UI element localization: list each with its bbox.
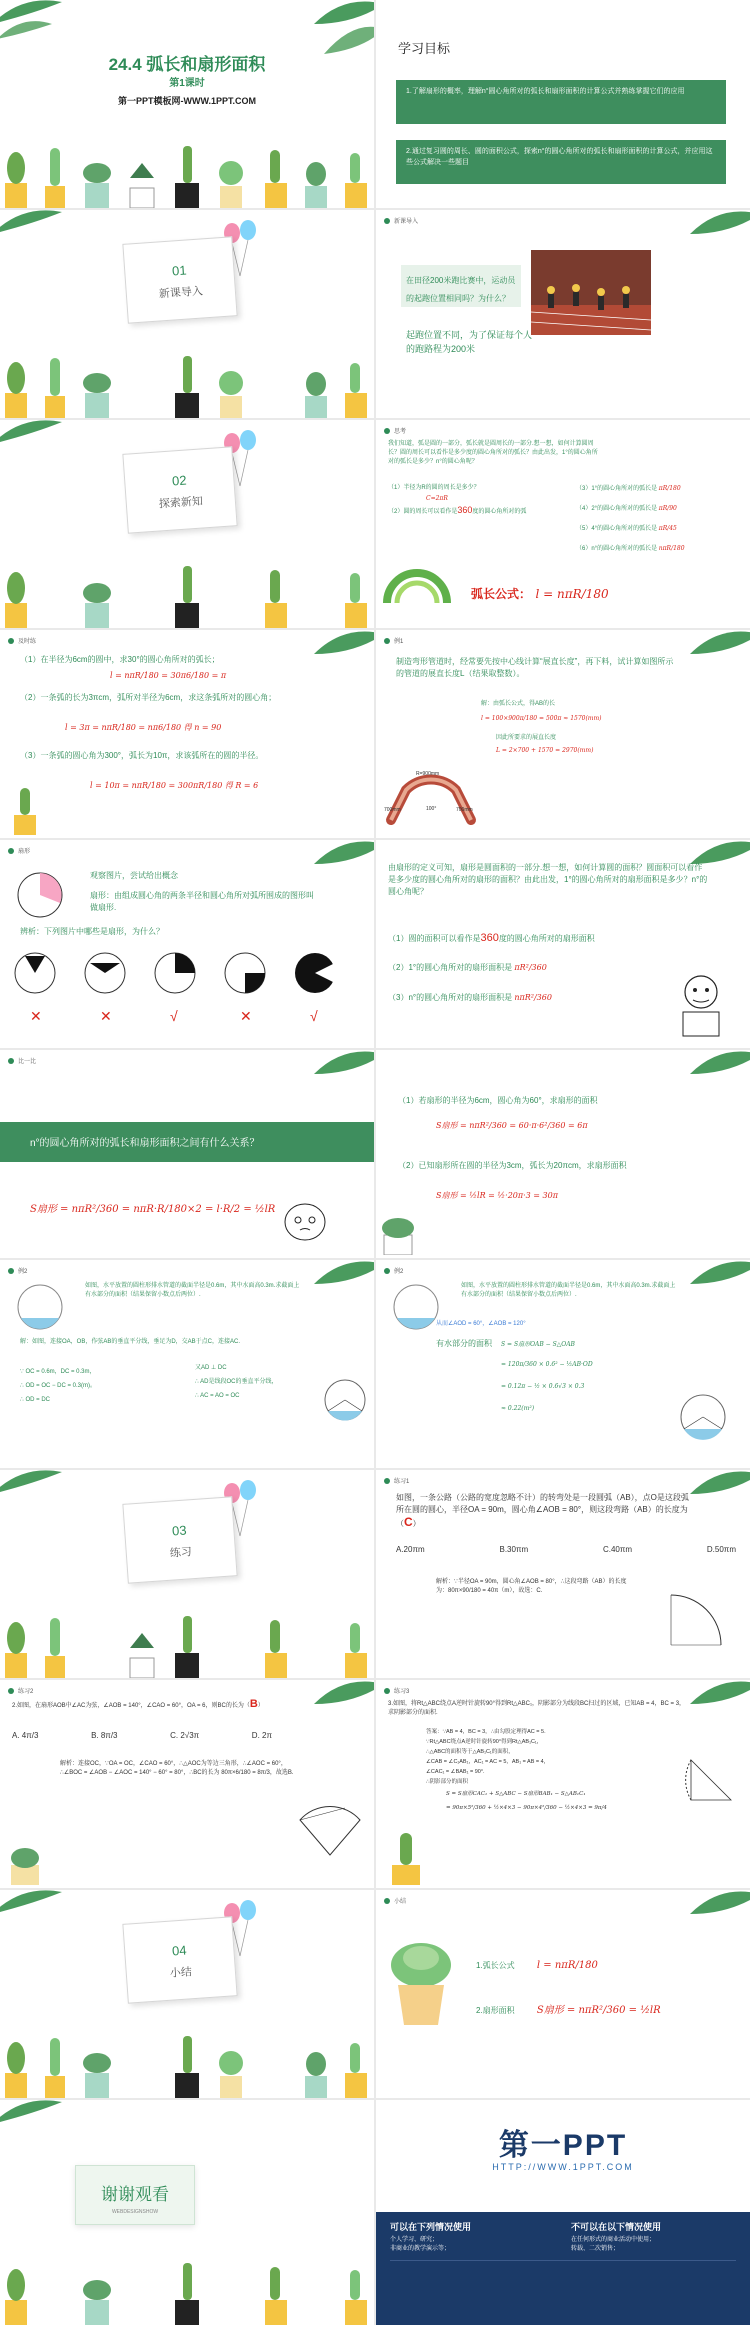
q3-text: （3）n°的圆心角所对的扇形面积是 — [388, 993, 513, 1002]
goal-2-text: 2.通过复习圆的周长、圆的面积公式，探索n°的圆心角所对的弧长和扇形面积的计算公式，并应用这些公式解决一些题目 — [406, 148, 713, 166]
option-b[interactable]: B.30πm — [499, 1545, 529, 1554]
a1-text: C=2πR — [426, 495, 448, 502]
formula-text: l = nπR/180 — [535, 587, 609, 601]
sol5-text: 又AD ⊥ DC — [195, 1365, 227, 1371]
problem-text: 制造弯形管道时，经常要先按中心线计算“展直长度”，再下料，试计算如图所示的管道的展直长度L（结果取整数）。 — [396, 657, 674, 678]
sol2-text: l = 100×900π/180 = 500π ≈ 1570(mm) — [481, 715, 602, 722]
slide-learning-goals[interactable] — [376, 0, 750, 208]
q2-text: （2）1°的圆心角所对的扇形面积是 — [388, 963, 513, 972]
fig-side-1: 700mm — [384, 807, 401, 813]
tag-dot-icon — [8, 848, 14, 854]
leaf-decoration-icon — [294, 1050, 374, 1114]
l2-formula: S扇形 = nπR²/360 = ½lR — [536, 2005, 661, 2016]
answer-text: B — [249, 1698, 258, 1710]
road-arc-icon — [666, 1590, 726, 1650]
ok-1: 个人学习、研究； — [390, 2237, 439, 2243]
problem-text: 3.如图，将Rt△ABC绕点A逆时针旋转90°得到Rt△ABC₁，阴影部分为线段BC扫过的区域，已知AB = 4，BC = 3，求阴影部分的面积. — [388, 1701, 686, 1716]
tag-label: 练习1 — [394, 1479, 410, 1485]
a1-text: l = nπR/180 = 30π6/180 = π — [110, 671, 227, 680]
a4-text: πR/90 — [658, 505, 677, 512]
leaf-decoration-icon — [0, 1890, 72, 1944]
problem-line — [12, 1700, 312, 1711]
q3-line — [388, 992, 552, 1004]
q3-line — [576, 484, 681, 494]
tag-dot-icon — [384, 638, 390, 644]
leaf-decoration-icon — [670, 1260, 750, 1324]
options-row — [396, 1544, 736, 1556]
answer-text: C — [404, 1515, 413, 1529]
slide-sector-concept[interactable] — [0, 840, 374, 1048]
leaf-decoration-icon — [294, 1260, 374, 1324]
slide-title-heading: 24.4 弧长和扇形面积 — [108, 55, 266, 74]
section-number: 01 — [171, 262, 188, 279]
l4-text: = 120π/360 × 0.6² − ½AB·OD — [501, 1361, 593, 1368]
slide-example-2a[interactable] — [0, 1260, 374, 1468]
sector-options-diagram — [10, 948, 360, 998]
sol3-text: ∴△ABC的面积等于△AB₁C₁的面积， — [426, 1749, 514, 1755]
thinking-kid-icon — [671, 970, 731, 1040]
site-label: 第一PPT模板网-WWW.1PPT.COM — [118, 96, 256, 106]
goals-heading: 学习目标 — [398, 41, 451, 56]
fig-radius: R=900mm — [416, 771, 440, 777]
tag-dot-icon — [384, 428, 390, 434]
a2-text: S扇形 = ½lR = ½·20π·3 = 30π — [436, 1191, 558, 1200]
option-b[interactable]: B. 8π/3 — [91, 1731, 118, 1740]
tag-label: 例2 — [394, 1269, 404, 1275]
tag-dot-icon — [8, 638, 14, 644]
tag-label: 新课导入 — [394, 219, 419, 225]
tag-dot-icon — [384, 1478, 390, 1484]
thanks-sub: WEBDESIGNSHOW — [111, 2209, 159, 2215]
section-card — [122, 236, 237, 323]
thanks-card — [75, 2165, 195, 2225]
slide-tag — [8, 1686, 33, 1695]
slide-tag — [384, 216, 418, 225]
sol6-text: ∴阴影部分的面积 — [426, 1779, 468, 1785]
sol2-text: ∵ OC = 0.6m，DC = 0.3m， — [20, 1369, 96, 1375]
q1-text: （1）半径为R的圆的周长是多少？ — [388, 485, 480, 491]
question-band — [0, 1122, 374, 1162]
l3-text: S = S扇形OAB − S△OAB — [501, 1341, 575, 1348]
slide-section-01[interactable] — [0, 210, 374, 418]
tag-dot-icon — [384, 1688, 390, 1694]
summary-1 — [476, 1960, 598, 1972]
a1-text: S扇形 = nπR²/360 = 60·π·6²/360 = 6π — [436, 1121, 588, 1130]
pipe-cross-section-icon — [15, 1282, 65, 1332]
tag-label: 例1 — [394, 639, 404, 645]
slide-tag — [8, 846, 30, 855]
cactus-row-icon — [0, 2018, 374, 2098]
rainbow-arc-icon — [382, 565, 452, 605]
leaf-decoration-icon — [670, 630, 750, 694]
leaf-decoration-icon — [670, 1890, 750, 1954]
slide-practice-arc[interactable] — [0, 630, 374, 838]
answer-text: 起跑位置不同，为了保证每个人的跑路程为200米 — [406, 330, 533, 354]
q5-text: （5）4°的圆心角所对的弧长是 — [576, 526, 658, 532]
q2-line — [388, 506, 538, 517]
leaf-decoration-icon — [0, 1470, 72, 1524]
goal-1-text: 1.了解扇形的概率，理解n°圆心角所对的弧长和扇形面积的计算公式并熟练掌握它们的应用 — [406, 88, 685, 95]
brand-url: HTTP://WWW.1PPT.COM — [492, 2162, 634, 2172]
arc-formula — [471, 585, 609, 603]
section-number: 02 — [171, 472, 188, 489]
solution-text: 解析：连接OC，∵OA = OC，∠CAO = 60°，∴△AOC为等边三角形，∴∠AOC = 60°，∴∠BOC = ∠AOB − ∠AOC = 140° − 60° = 80°，∴BC的长为 80π×6/180 = 8π/3，故选B. — [60, 1761, 294, 1776]
option-d[interactable]: D.50πm — [706, 1545, 736, 1554]
slide-section-04[interactable] — [0, 1890, 374, 2098]
q1-text: （1）在半径为6cm的圆中，求30°的圆心角所对的弧长； — [20, 655, 220, 664]
tag-dot-icon — [8, 1058, 14, 1064]
option-a[interactable]: A. 4π/3 — [12, 1731, 39, 1740]
q3-text: （3）1°的圆心角所对的弧长是 — [576, 486, 658, 492]
option-a[interactable]: A.20πm — [396, 1545, 425, 1554]
option-c[interactable]: C.40πm — [602, 1545, 633, 1554]
tag-label: 小结 — [394, 1899, 407, 1905]
section-name: 练习 — [169, 1546, 193, 1560]
problem-text: 如图，一条公路（公路的宽度忽略不计）的转弯处是一段圆弧（AB），点O是这段弧所在圆的圆心，半径OA = 90m，圆心角∠AOB = 80°，则这段弯路（AB）的长度为（ — [396, 1493, 689, 1528]
problem-close: ） — [257, 1703, 264, 1709]
bent-pipe-diagram — [381, 750, 481, 830]
tag-dot-icon — [384, 1898, 390, 1904]
slide-tag — [384, 1266, 403, 1275]
cactus-row-icon — [0, 2245, 374, 2325]
slide-section-02[interactable] — [0, 420, 374, 628]
l1-formula: l = nπR/180 — [536, 1960, 598, 1971]
question-text: 在田径200米跑比赛中，运动员的起跑位置相同吗？为什么？ — [406, 276, 516, 303]
circle-diagram-icon — [676, 1390, 731, 1445]
rotation-diagram-icon — [681, 1740, 741, 1810]
usage-panel — [376, 2212, 750, 2325]
no-2: 转载、二次销售； — [571, 2246, 620, 2252]
goal-card-1 — [396, 80, 726, 124]
problem-close: ） — [412, 1519, 421, 1528]
mark-5: √ — [310, 1008, 318, 1024]
link-list-area — [390, 2260, 736, 2316]
q6-text: （6）n°的圆心角所对的弧长是 — [576, 546, 658, 552]
section-name: 探索新知 — [158, 495, 204, 511]
mark-3: √ — [170, 1008, 178, 1024]
brand-logo: 第一PPT — [498, 2129, 628, 2162]
q6-line — [576, 544, 685, 554]
fig-angle: 100° — [426, 806, 437, 812]
slide-intro-question[interactable] — [376, 210, 750, 418]
tag-label: 例2 — [18, 1269, 28, 1275]
slide-example-1[interactable] — [376, 630, 750, 838]
q2-text: （2）一条弧的长为3πcm，弧所对半径为6cm，求这条弧所对的圆心角； — [20, 693, 277, 702]
a2-text: 360 — [457, 505, 473, 515]
q4-line — [576, 504, 677, 514]
question-text: n°的圆心角所对的弧长和扇形面积之间有什么关系？ — [30, 1138, 260, 1149]
sol2-text: ∵Rt△ABC绕点A逆时针旋转90°得到Rt△AB₁C₁， — [426, 1739, 543, 1745]
slide-exercise-1[interactable] — [376, 1470, 750, 1678]
a3-text: πR/180 — [658, 485, 681, 492]
mark-2: ✕ — [100, 1008, 112, 1024]
l5-text: = 0.12π − ½ × 0.6√3 × 0.3 — [501, 1383, 585, 1390]
cactus-icon — [10, 780, 40, 835]
tag-dot-icon — [384, 1268, 390, 1274]
leaf-decoration-icon — [0, 2100, 72, 2154]
option-d[interactable]: D. 2π — [251, 1731, 272, 1740]
cactus-icon — [386, 1825, 426, 1885]
option-c[interactable]: C. 2√3π — [170, 1731, 200, 1740]
slide-arc-length-thinking[interactable] — [376, 420, 750, 628]
tag-label: 扇形 — [18, 849, 31, 855]
slide-exercise-2[interactable] — [0, 1680, 374, 1888]
leaf-decoration-icon — [670, 1050, 750, 1114]
sol6-text: ∴ AD是线段OC的垂直平分线， — [195, 1379, 278, 1385]
slide-title-subtitle: 第1课时 — [169, 78, 205, 89]
slide-thanks[interactable] — [0, 2100, 374, 2325]
l1-label: 1.弧长公式 — [476, 1961, 515, 1970]
identify-text: 辨析：下列图片中哪些是扇形，为什么？ — [20, 927, 164, 936]
ok-title: 可以在下列情况使用 — [390, 2222, 472, 2232]
track-runners-photo-icon — [531, 250, 651, 335]
q4-text: （4）2°的圆心角所对的弧长是 — [576, 506, 658, 512]
q5-line — [576, 524, 677, 534]
slide-tag — [384, 636, 403, 645]
sol3-text: 因此所要求的展直长度 — [496, 735, 557, 741]
q1-text: （1）若扇形的半径为6cm，圆心角为60°，求扇形的面积 — [398, 1096, 598, 1105]
slide-tag — [384, 1686, 409, 1695]
slide-section-03[interactable] — [0, 1470, 374, 1678]
a3-text: nπR²/360 — [514, 993, 552, 1002]
cactus-icon — [376, 1200, 421, 1255]
no-1: 在任何形式的商业活动中使用； — [571, 2237, 656, 2243]
question-box — [401, 265, 521, 307]
sol5-text: ∠CAC₁ = ∠BAB₁ = 90°. — [426, 1769, 485, 1775]
q1a-text: （1）圆的面积可以看作是 — [388, 934, 481, 943]
ok-2: 非商业的教学演示等； — [390, 2246, 451, 2252]
a2-text: πR²/360 — [514, 963, 547, 972]
slide-tag — [384, 1476, 409, 1485]
no-title: 不可以在以下情况使用 — [571, 2222, 662, 2232]
section-number: 03 — [171, 1522, 188, 1539]
slide-tag — [8, 636, 36, 645]
leaf-decoration-icon — [670, 210, 750, 274]
q1b-text: 度的圆心角所对的扇形面积 — [498, 934, 595, 943]
sol8-text: = 90π×5²/360 + ½×4×3 − 90π×4²/360 − ½×4×3 = 9π/4 — [446, 1805, 607, 1811]
l2-label: 2.扇形面积 — [476, 2006, 515, 2015]
q3-text: （3）一条弧的圆心角为300°，弧长为10π，求该弧所在的圆的半径。 — [20, 751, 264, 760]
q2-text: （2）已知扇形所在圆的半径为3cm，弧长为20πcm，求扇形面积 — [398, 1161, 627, 1170]
a5-text: πR/45 — [658, 525, 677, 532]
tag-label: 比一比 — [18, 1059, 37, 1065]
tag-label: 练习3 — [394, 1689, 410, 1695]
slide-tag — [8, 1266, 27, 1275]
pipe-cross-section-icon — [391, 1282, 441, 1332]
section-name: 新课导入 — [158, 285, 204, 301]
relation-formula: S扇形 = nπR²/360 = nπR·R/180×2 = l·R/2 = ½lR — [30, 1204, 276, 1215]
sol4-text: L = 2×700 + 1570 = 2970(mm) — [496, 747, 594, 754]
sector-circle-icon — [15, 870, 65, 920]
slide-tag — [384, 1896, 406, 1905]
section-card — [122, 1496, 237, 1583]
slide-sector-practice[interactable] — [376, 1050, 750, 1258]
leaf-decoration-icon — [294, 1680, 374, 1744]
section-name: 小结 — [169, 1966, 193, 1980]
q2-line — [388, 962, 547, 974]
definition-text: 扇形：由组成圆心角的两条半径和圆心角所对弧所围成的图形叫做扇形. — [90, 891, 314, 912]
sol3-text: ∴ OD = OC − DC = 0.3(m)。 — [20, 1383, 96, 1389]
sol1-text: 解：由弧长公式，得AB的长 — [481, 701, 556, 707]
leaf-decoration-icon — [0, 420, 72, 474]
problem-line — [396, 1492, 696, 1530]
a3-text: l = 10π = nπR/180 = 300πR/180 得 R = 6 — [90, 781, 259, 790]
sol1-text: 答案：∵AB = 4，BC = 3，∴由勾股定理得AC = 5. — [426, 1729, 546, 1735]
l6-text: ≈ 0.22(m²) — [501, 1405, 535, 1412]
slide-tag — [384, 426, 406, 435]
slide-sector-area-thinking[interactable] — [376, 840, 750, 1048]
slide-title[interactable] — [0, 0, 374, 208]
slide-copyright[interactable] — [376, 2100, 750, 2325]
tag-dot-icon — [384, 218, 390, 224]
summary-2 — [476, 2005, 661, 2017]
succulent-pot-icon — [386, 1930, 456, 2030]
cactus-row-icon — [0, 1598, 374, 1678]
l1-text: 从而∠AOD = 60°，∠AOB = 120° — [436, 1321, 526, 1327]
tag-dot-icon — [8, 1688, 14, 1694]
cactus-row-icon — [0, 548, 374, 628]
cactus-row-icon — [0, 128, 374, 208]
sol7-text: ∴ AC = AO = OC — [195, 1393, 240, 1399]
sector-aob-icon — [295, 1800, 365, 1860]
solution-text: 解析：∵半径OA = 90m，圆心角∠AOB = 80°，∴这段弯路（AB）的长度为：80π×90/180 = 40π（m），故选：C. — [436, 1579, 627, 1594]
slide-summary[interactable] — [376, 1890, 750, 2098]
slide-example-2b[interactable] — [376, 1260, 750, 1468]
cactus-icon — [5, 1830, 45, 1885]
cactus-row-icon — [0, 338, 374, 418]
options-row — [12, 1730, 272, 1742]
sol4-text: ∴ OD = DC — [20, 1397, 50, 1403]
observe-text: 观察图片，尝试给出概念 — [90, 871, 178, 880]
mark-1: ✕ — [30, 1008, 42, 1024]
l2-text: 有水部分的面积 — [436, 1339, 492, 1348]
sol1-text: 解：如图，连接OA，OB，作弦AB的垂直平分线，垂足为D，交AB于点C，连接AC. — [20, 1339, 241, 1345]
q2b-text: 度的圆心角所对的弧 — [472, 509, 527, 515]
face-doodle-icon — [280, 1200, 330, 1245]
problem-text: 2.如图，在扇形AOB中∠AC为弦，∠AOB = 140°，∠CAO = 60°，OA = 6，则BC的长为（ — [12, 1703, 250, 1709]
problem-text: 如图，水平放置的圆柱形排水管道的截面半径是0.6m，其中水面高0.3m.求截面上有水部分的面积（结果保留小数点后两位）. — [85, 1283, 300, 1298]
section-number: 04 — [171, 1942, 188, 1959]
intro-text: 由扇形的定义可知，扇形是圆面积的一部分.想一想，如何计算圆的面积？圆面积可以看作是多少度的圆心角所对的扇形的面积？由此出发，1°的圆心角所对的扇形面积是多少？n°的圆心角呢？ — [388, 863, 708, 896]
goal-card-2 — [396, 140, 726, 184]
slide-tag — [8, 1056, 36, 1065]
a6-text: nπR/180 — [658, 545, 685, 552]
a1-text: 360 — [480, 932, 499, 944]
tag-dot-icon — [8, 1268, 14, 1274]
slide-exercise-3[interactable] — [376, 1680, 750, 1888]
sol4-text: ∠CAB = ∠C₁AB₁，AC₁ = AC = 5，AB₁ = AB = 4， — [426, 1759, 550, 1765]
formula-label: 弧长公式： — [471, 587, 532, 601]
circle-diagram-icon — [320, 1375, 370, 1425]
a2-text: l = 3π = nπR/180 = nπ6/180 得 n = 90 — [65, 723, 222, 732]
section-card — [122, 1916, 237, 2003]
tag-label: 及时练 — [18, 639, 37, 645]
leaf-decoration-icon — [0, 210, 72, 264]
slide-compare[interactable] — [0, 1050, 374, 1258]
tag-label: 思考 — [394, 429, 407, 435]
q2a-text: （2）圆的周长可以看作是 — [388, 509, 458, 515]
intro-text: 我们知道，弧是圆的一部分，弧长就是圆周长的一部分.想一想，如何计算圆周长？圆的周长可以看作是多少度的圆心角所对的弧长？由此出发，1°的圆心角所对的弧长是多少？n°的圆心角呢？ — [388, 441, 598, 465]
problem-text: 如图，水平放置的圆柱形排水管道的截面半径是0.6m，其中水面高0.3m.求截面上有水部分的面积（结果保留小数点后两位）. — [461, 1283, 676, 1298]
fig-side-2: 700mm — [456, 807, 473, 813]
section-card — [122, 446, 237, 533]
thanks-title: 谢谢观看 — [101, 2185, 169, 2204]
tag-label: 练习2 — [18, 1689, 34, 1695]
mark-4: ✕ — [240, 1008, 252, 1024]
sol7-text: S = S扇形CAC₁ + S△ABC − S扇形BAB₁ − S△AB₁C₁ — [446, 1791, 586, 1797]
leaf-decoration-icon — [0, 0, 72, 54]
q1-line — [388, 932, 595, 945]
